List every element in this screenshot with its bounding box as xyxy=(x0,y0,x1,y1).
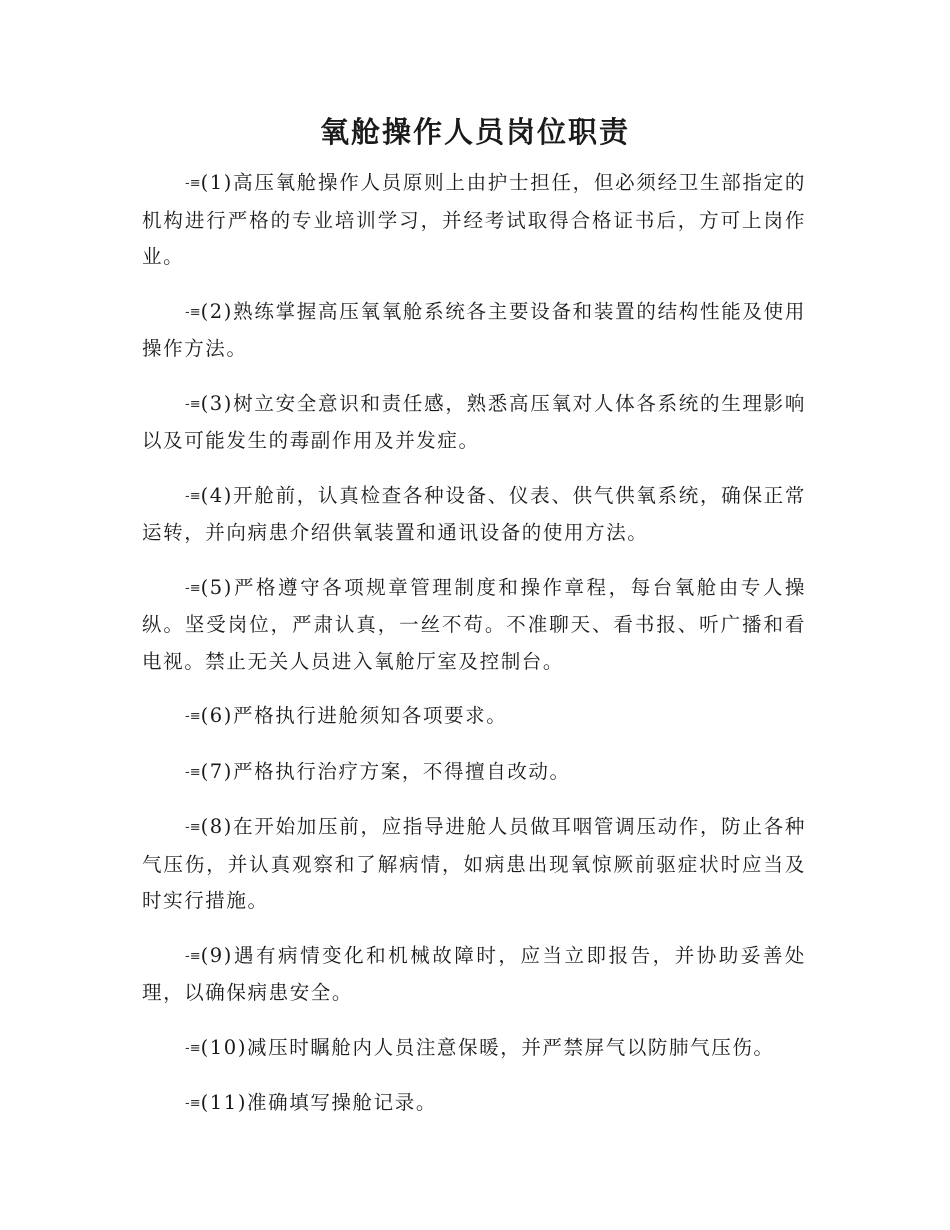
paragraph-4 xyxy=(142,478,806,552)
paragraph-6 xyxy=(142,698,806,736)
paragraph-2 xyxy=(142,294,806,368)
paragraph-8 xyxy=(142,809,806,920)
paragraph-text: (4)开舱前，认真检查各种设备、仪表、供气供氧系统，确保正常运转，并向病患介绍供氧装置和通讯设备的使用方法。 xyxy=(142,483,806,544)
paragraph-text: (7)严格执行治疗方案，不得擅自改动。 xyxy=(200,759,571,783)
paragraph-mark: -≡ xyxy=(185,948,201,964)
paragraph-mark: -≡ xyxy=(185,488,201,504)
paragraph-text: (6)严格执行进舱须知各项要求。 xyxy=(200,704,508,727)
paragraph-text: (10)减压时瞩舱内人员注意保暖，并严禁屏气以防肺气压伤。 xyxy=(200,1035,775,1059)
paragraph-mark: -≡ xyxy=(185,764,201,780)
paragraph-text: (1)高压氧舱操作人员原则上由护士担任，但必须经卫生部指定的机构进行严格的专业培训学习，并经考试取得合格证书后，方可上岗作业。 xyxy=(142,171,806,268)
paragraph-3 xyxy=(142,386,806,460)
document-body xyxy=(142,165,806,1141)
paragraph-text: (9)遇有病情变化和机械故障时，应当立即报告，并协助妥善处理，以确保病患安全。 xyxy=(142,943,806,1004)
paragraph-10 xyxy=(142,1030,806,1068)
paragraph-mark: -≡ xyxy=(185,820,201,835)
paragraph-text: (8)在开始加压前，应指导进舱人员做耳咽管调压动作，防止各种气压伤，并认真观察和了解病情，如病患出现氧惊厥前驱症状时应当及时实行措施。 xyxy=(142,815,806,912)
paragraph-text: (3)树立安全意识和责任感，熟悉高压氧对人体各系统的生理影响以及可能发生的毒副作用及并发症。 xyxy=(142,391,806,452)
paragraph-mark: -≡ xyxy=(185,1040,201,1056)
paragraph-mark: -≡ xyxy=(185,396,201,412)
paragraph-mark: -≡ xyxy=(185,304,201,320)
document-title: 氧舱操作人员岗位职责 xyxy=(319,115,630,149)
paragraph-5 xyxy=(142,570,806,681)
paragraph-7 xyxy=(142,754,806,792)
paragraph-mark: -≡ xyxy=(185,176,201,191)
paragraph-text: (2)熟练掌握高压氧氧舱系统各主要设备和装置的结构性能及使用操作方法。 xyxy=(142,299,806,360)
paragraph-11 xyxy=(142,1085,806,1123)
paragraph-mark: -≡ xyxy=(185,1096,201,1111)
paragraph-1 xyxy=(142,165,806,276)
paragraph-mark: -≡ xyxy=(185,580,201,596)
paragraph-9 xyxy=(142,938,806,1012)
paragraph-mark: -≡ xyxy=(185,709,201,724)
paragraph-text: (5)严格遵守各项规章管理制度和操作章程，每台氧舱由专人操纵。坚受岗位，严肃认真，一丝不苟。不准聊天、看书报、听广播和看电视。禁止无关人员进入氧舱厅室及控制台。 xyxy=(142,575,806,673)
paragraph-text: (11)准确填写操舱记录。 xyxy=(200,1091,437,1114)
